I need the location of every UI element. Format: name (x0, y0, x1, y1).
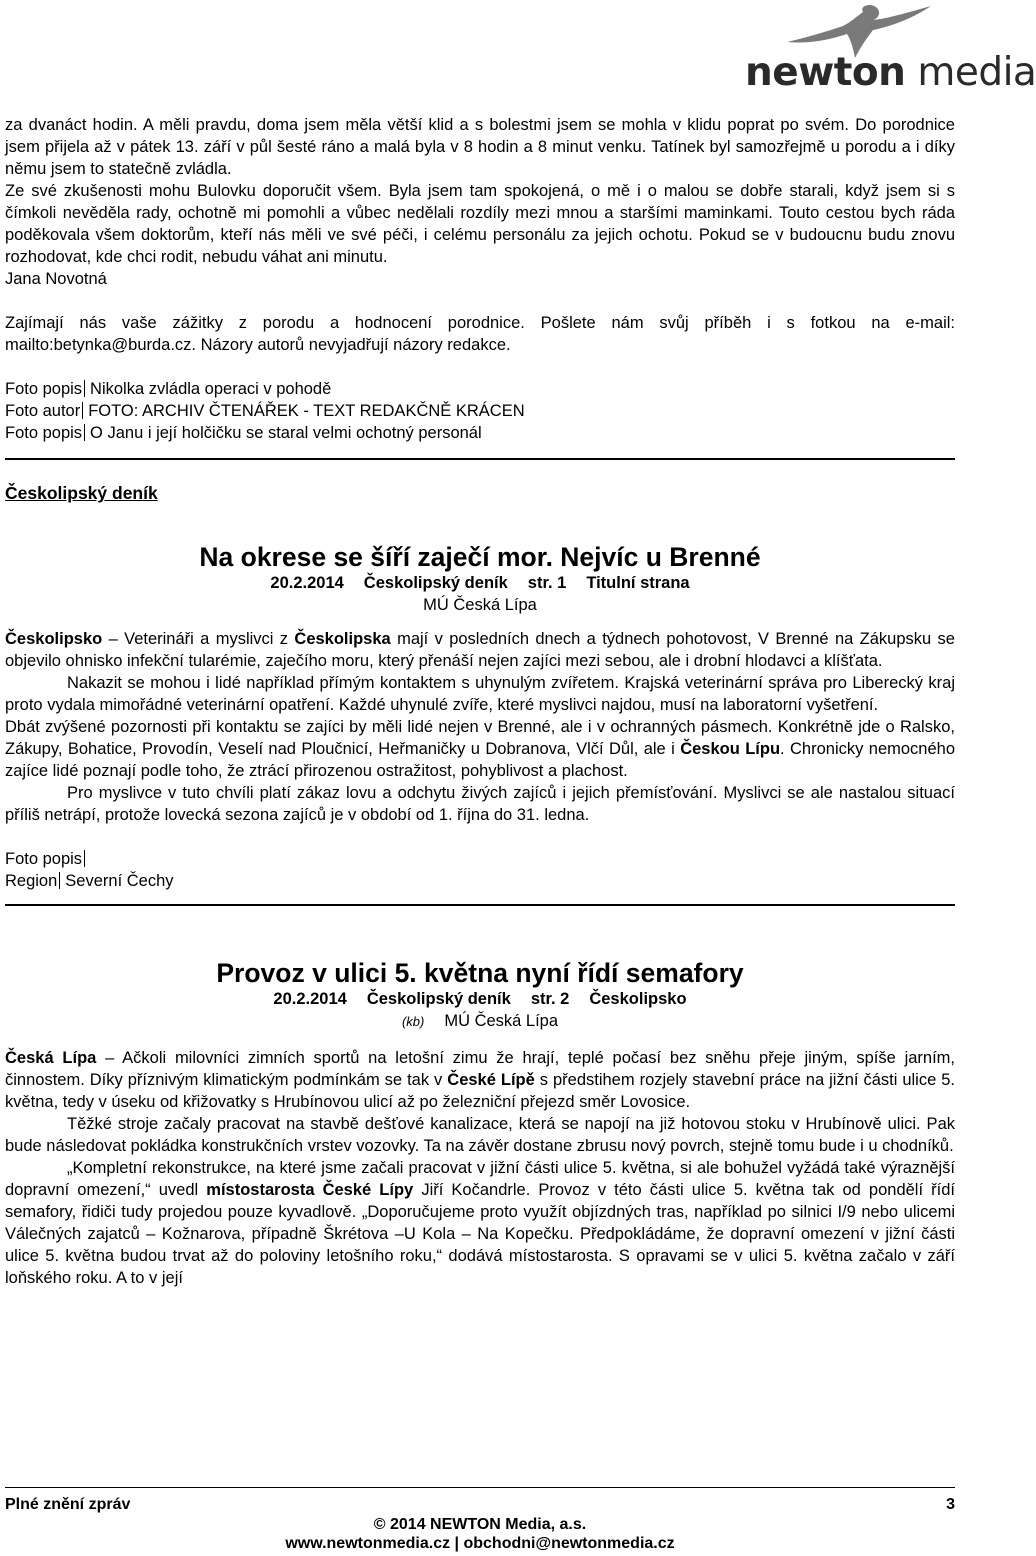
article2-paragraph: „Kompletní rekonstrukce, na které jsme začali pracovat v jižní části ulice 5. května, si ale bohužel vyžádá také výraznější dopravní omezení,“ uvedl místostarosta České Lípy Jiří Kočandrle. Provoz v této části ulice 5. května tak od pondělí řídí semafory, řidiči tudy projedou pouze kyvadlově. „Doporučujeme proto využít objízdných tras, například po silnici I/9 nebo ulicemi Válečných zajatců – Kožnarova, případně Škrétova –U Kola – Na Kopečku. Předpokládáme, že dopravní omezení v jižní části ulice 5. května budou trvat až do poloviny letošního roku,“ dodává místostarosta. S opravami se v ulici 5. května začalo v září loňského roku. A to v její (5, 1159, 955, 1287)
article2-paragraph: Česká Lípa – Ačkoli milovníci zimních sportů na letošní zimu že hrají, teplé počasí bez sněhu přeje jiným, spíše jarním, činnostem. Díky příznivým klimatickým podmínkám se tak v České Lípě s předstihem rozjely stavební práce na jižní části ulice 5. května, tedy v úseku od křižovatky s Hrubínovou ulicí až po železniční přejezd směr Lovosice. (5, 1049, 956, 1111)
photo-caption: Foto popis (5, 848, 955, 870)
page-footer (5, 1487, 955, 1553)
article0-paragraph: Ze své zkušenosti mohu Bulovku doporučit všem. Byla jsem tam spokojená, o mě i o malou se dobře starali, když jsem si s čímkoli nevěděla rady, ochotně mi pomohli a vůbec nedělali rozdíly mezi mnou a staršími maminkami. Touto cestou bych ráda poděkovala všem doktorům, kteří nás měli ve své péči, i celému personálu za jejich ochotu. Pokud se v budoucnu budu znovu rozhodovat, kde chci rodit, nebudu váhat ani minutu. (5, 182, 955, 266)
page-content (5, 114, 955, 1289)
source-heading: Českolipský deník (5, 483, 158, 503)
article1-title: Na okrese se šíří zaječí mor. Nejvíc u Brenné (199, 542, 761, 572)
newton-media-logo (745, 0, 1036, 100)
page-number: 3 (946, 1496, 955, 1513)
photo-caption: Foto popis Nikolka zvládla operaci v pohodě (5, 380, 332, 398)
article2-title: Provoz v ulici 5. května nyní řídí semafory (216, 958, 744, 988)
logo-wordmark: newton media (745, 50, 1036, 95)
article2-paragraph: Těžké stroje začaly pracovat na stavbě dešťové kanalizace, která se napojí na již hotovou stoku v Hrubínově ulici. Pak bude následovat pokládka konstrukčních vrstev vozovky. Ta na závěr dostane zbrusu nový povrch, stejně tomu bude i u chodníků. (5, 1115, 955, 1155)
article0-signature: Jana Novotná (5, 270, 107, 288)
article0-paragraph: za dvanáct hodin. A měli pravdu, doma jsem měla větší klid a s bolestmi jsem se mohla v klidu poprat po svém. Do porodnice jsem přijela až v pátek 13. září v půl šesté ráno a malá byla v 8 hodin a 8 minut venku. Tatínek byl samozřejmě u porodu a i díky němu jsem to statečně zvládla. (5, 116, 955, 178)
article2-meta: 20.2.2014 Českolipský deník str. 2 Českolipsko (273, 990, 687, 1008)
article1-paragraph: Nakazit se mohou i lidé například přímým kontaktem s uhynulým zvířetem. Krajská veterinární správa pro Liberecký kraj proto vydala mimořádné veterinární opatření. Každé uhynulé zvíře, které myslivci najdou, musí na laboratorní vyšetření. (5, 674, 955, 714)
article1-paragraph: Českolipsko – Veterináři a myslivci z Českolipska mají v posledních dnech a týdnech pohotovost, V Brenné na Zákupsku se objevilo ohnisko infekční tularémie, zaječího moru, který přenáší nejen zajíci mezi sebou, ale i drobní hlodavci a klíšťata. (5, 630, 955, 670)
article0-footnote: Zajímají nás vaše zážitky z porodu a hodnocení porodnice. Pošlete nám svůj příběh i s fotkou na e-mail: mailto:betynka@burda.cz. Názory autorů nevyjadřují názory redakce. (5, 314, 955, 354)
article1-place: MÚ Česká Lípa (423, 596, 537, 614)
article1-paragraph: Pro myslivce v tuto chvíli platí zákaz lovu a odchytu živých zajíců i jejich přemísťování. Myslivci se ale nastalou situací příliš netrápí, protože lovecká sezona zajíců je v období od 1. října do 31. ledna. (5, 784, 955, 824)
photo-author: Foto autor FOTO: ARCHIV ČTENÁŘEK - TEXT REDAKČNĚ KRÁCEN (5, 402, 525, 420)
region-line: Region Severní Čechy (5, 872, 174, 890)
photo-caption: Foto popis O Janu i její holčičku se staral velmi ochotný personál (5, 424, 482, 442)
footer-links[interactable]: www.newtonmedia.cz | obchodni@newtonmedia.cz (285, 1535, 675, 1552)
article1-paragraph: Dbát zvýšené pozornosti při kontaktu se zajíci by měli lidé nejen v Brenné, ale i v ochranných pásmech. Konkrétně jde o Ralsko, Zákupy, Bohatice, Provodín, Veselí nad Ploučnicí, Heřmaničky u Dobranova, Vlčí Důl, ale i Českou Lípu. Chronicky nemocného zajíce lidé poznají podle toho, že ztrácí přirozenou ostražitost, pohyblivost a plachost. (5, 718, 955, 780)
footer-label: Plné znění zpráv (5, 1496, 131, 1513)
footer-copyright: © 2014 NEWTON Media, a.s. (373, 1516, 587, 1533)
article2-place: (kb) MÚ Česká Lípa (401, 1012, 559, 1030)
article1-meta: 20.2.2014 Českolipský deník str. 1 Titulní strana (270, 574, 690, 592)
